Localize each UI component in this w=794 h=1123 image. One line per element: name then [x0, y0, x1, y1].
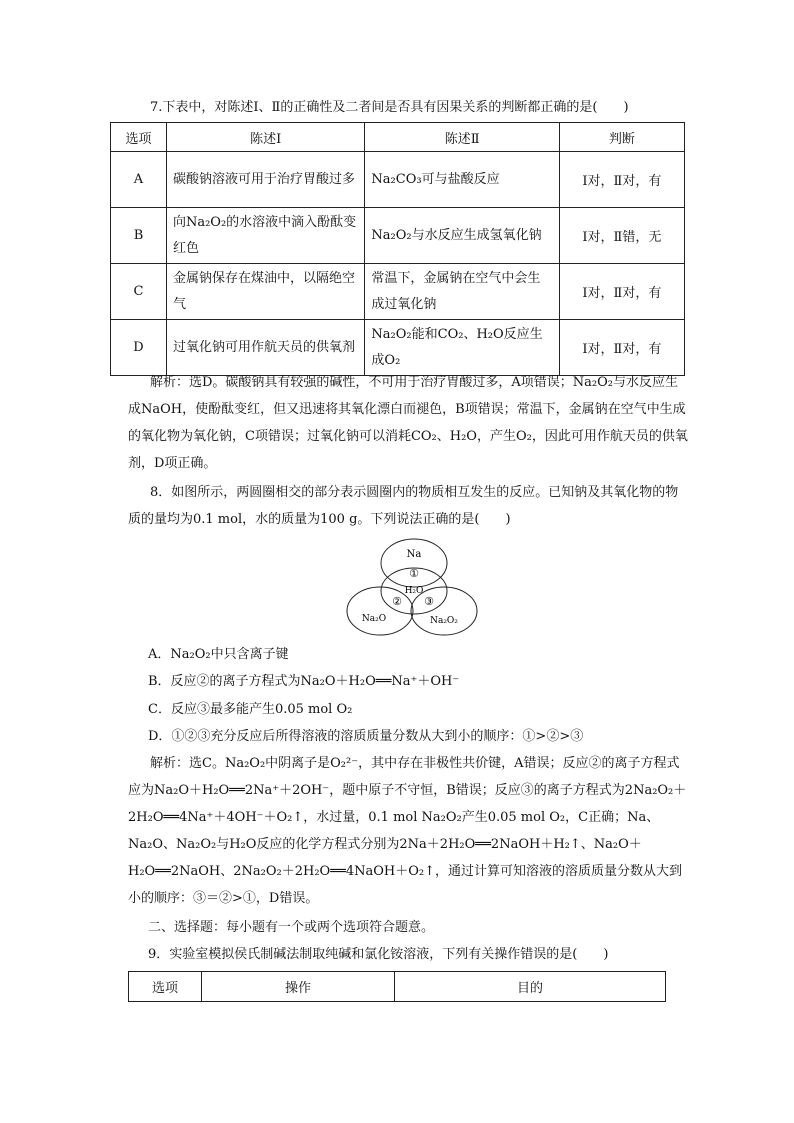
- q7-header-statement1: 陈述Ⅰ: [166, 123, 364, 152]
- label-reaction-3: ③: [424, 595, 434, 608]
- q7-row-statement1: 过氧化钠可用作航天员的供氧剂: [166, 320, 364, 376]
- q7-row-option: A: [111, 152, 167, 208]
- label-na2o: Na₂O: [361, 614, 387, 624]
- label-na2o2: Na₂O₂: [430, 616, 458, 626]
- q7-row-statement2: Na₂O₂与水反应生成氢氧化钠: [365, 208, 559, 264]
- na2o-circle: [347, 587, 413, 635]
- table-row: [111, 320, 685, 376]
- q7-row-judgement: Ⅰ对，Ⅱ对，有: [559, 264, 684, 320]
- q8-option-b: B．反应②的离子方程式为Na₂O＋H₂O══Na⁺＋OH⁻: [148, 674, 460, 689]
- label-na: Na: [406, 549, 422, 560]
- q8-analysis: 解析：选C。Na₂O₂中阴离子是O₂²⁻，其中存在非极性共价键，A错误；反应②的离子方程式应为Na₂O＋H₂O══2Na⁺＋2OH⁻，题中原子不守恒，B错误；反应③的离子方程式为2Na₂O₂＋2H₂O══4Na⁺＋4OH⁻＋O₂↑，水过量，0.1 mol Na₂O₂产生0.05 mol O₂，C正确；Na、Na₂O、Na₂O₂与H₂O反应的化学方程式分别为2Na＋2H₂O══2NaOH＋H₂↑、Na₂O＋H₂O══2NaOH、2Na₂O₂＋2H₂O══4NaOH＋O₂↑，通过计算可知溶液的溶质质量分数从大到小的顺序：③＝②>①，D错误。: [128, 756, 687, 906]
- table-row: [111, 152, 685, 208]
- q8-stem: 8．如图所示，两圆圈相交的部分表示圆圈内的物质相互发生的反应。已知钠及其氧化物的物质的量均为0.1 mol，水的质量为100 g。下列说法正确的是( ): [128, 485, 679, 527]
- q8-option-d: D．①②③充分反应后所得溶液的溶质质量分数从大到小的顺序：①>②>③: [148, 729, 584, 744]
- q7-stem: 7.下表中，对陈述Ⅰ、Ⅱ的正确性及二者间是否具有因果关系的判断都正确的是( ): [150, 100, 629, 115]
- label-reaction-2: ②: [392, 595, 402, 608]
- q7-header-row: [111, 123, 685, 152]
- section-two-heading: 二、选择题：每小题有一个或两个选项符合题意。: [148, 920, 435, 935]
- q9-header-option: 选项: [129, 972, 202, 1002]
- q7-table: [110, 122, 685, 376]
- q7-row-option: B: [111, 208, 167, 264]
- q8-option-a: A．Na₂O₂中只含离子键: [148, 647, 289, 662]
- venn-diagram: [340, 537, 485, 637]
- q9-header-row: [129, 972, 666, 1002]
- q7-header-judgement: 判断: [559, 123, 684, 152]
- q7-row-statement2: Na₂CO₃可与盐酸反应: [365, 152, 559, 208]
- q9-stem: 9．实验室模拟侯氏制碱法制取纯碱和氯化铵溶液，下列有关操作错误的是( ): [148, 947, 609, 962]
- table-row: [111, 264, 685, 320]
- q9-header-operation: 操作: [202, 972, 395, 1002]
- q9-header-purpose: 目的: [395, 972, 666, 1002]
- label-water: H₂O: [404, 586, 424, 596]
- q7-header-option: 选项: [111, 123, 167, 152]
- q7-row-judgement: Ⅰ对，Ⅱ对，有: [559, 320, 684, 376]
- q7-row-statement2: 常温下，金属钠在空气中会生成过氧化钠: [365, 264, 559, 320]
- label-reaction-1: ①: [409, 567, 419, 580]
- q7-row-statement1: 金属钠保存在煤油中，以隔绝空气: [166, 264, 364, 320]
- q7-row-statement2: Na₂O₂能和CO₂、H₂O反应生成O₂: [365, 320, 559, 376]
- q7-row-option: D: [111, 320, 167, 376]
- q7-row-statement1: 碳酸钠溶液可用于治疗胃酸过多: [166, 152, 364, 208]
- q7-row-judgement: Ⅰ对，Ⅱ错，无: [559, 208, 684, 264]
- q8-option-c: C．反应③最多能产生0.05 mol O₂: [148, 702, 353, 717]
- q7-row-option: C: [111, 264, 167, 320]
- q9-table: [128, 971, 666, 1002]
- q7-header-statement2: 陈述Ⅱ: [365, 123, 559, 152]
- q7-analysis: 解析：选D。碳酸钠具有较强的碱性，不可用于治疗胃酸过多，A项错误；Na₂O₂与水反应生成NaOH，使酚酞变红，但又迅速将其氧化漂白而褪色，B项错误；常温下，金属钠在空气中生成的氧化物为氧化钠，C项错误；过氧化钠可以消耗CO₂、H₂O，产生O₂，因此可用作航天员的供氧剂，D项正确。: [128, 375, 688, 471]
- q7-row-judgement: Ⅰ对，Ⅱ对，有: [559, 152, 684, 208]
- q7-row-statement1: 向Na₂O₂的水溶液中滴入酚酞变红色: [166, 208, 364, 264]
- table-row: [111, 208, 685, 264]
